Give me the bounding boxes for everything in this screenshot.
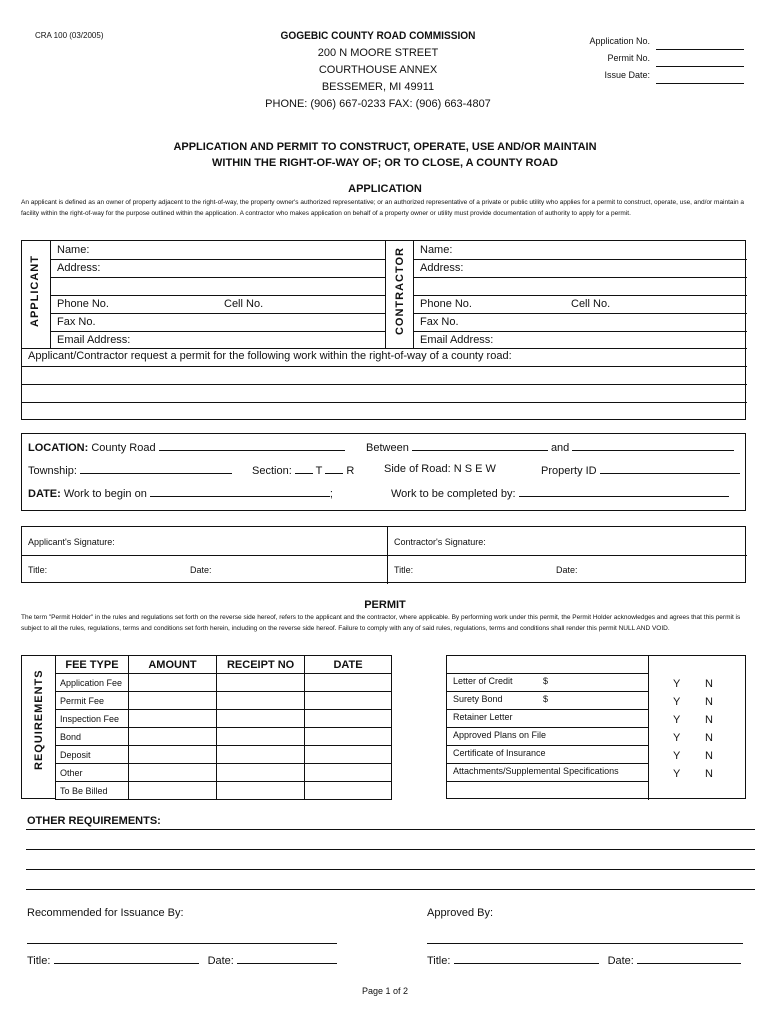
amount-cell[interactable] (128, 782, 216, 800)
issue-date-label: Issue Date: (604, 70, 650, 80)
work-completed-field[interactable] (519, 486, 729, 497)
work-description-line-2[interactable] (22, 385, 747, 402)
date-cell[interactable] (305, 728, 392, 746)
fee-type-cell: To Be Billed (56, 782, 129, 800)
yes-column[interactable]: Y Y Y Y Y Y (673, 678, 681, 780)
township-t-label: T (315, 465, 323, 477)
approved-title-field[interactable] (454, 953, 599, 964)
approved-signature-line[interactable] (427, 943, 743, 944)
amount-header: AMOUNT (128, 656, 216, 674)
fee-type-cell: Inspection Fee (56, 710, 129, 728)
party-info-block (21, 240, 746, 420)
receipt-cell[interactable] (217, 782, 305, 800)
date-cell[interactable] (305, 674, 392, 692)
applicant-fax-label[interactable]: Fax No. (57, 316, 96, 328)
semicolon: ; (329, 488, 333, 500)
receipt-cell[interactable] (217, 728, 305, 746)
approved-title-label: Title: (427, 955, 451, 967)
work-request-text: Applicant/Contractor request a permit for the following work within the right-of-way of a county road: (28, 350, 512, 362)
other-requirements-label: OTHER REQUIREMENTS: (27, 815, 161, 827)
surety-bond-label: Surety Bond (453, 694, 503, 704)
applicant-date-label[interactable]: Date: (190, 565, 212, 575)
application-no-label: Application No. (589, 36, 650, 46)
table-row (56, 674, 392, 692)
recommended-signature-line[interactable] (27, 943, 337, 944)
applicant-email-label[interactable]: Email Address: (57, 334, 131, 346)
recommended-title-label: Title: (27, 955, 51, 967)
application-definition: An applicant is defined as an owner of property adjacent to the right-of-way, the property owner's authorized representative; or an authorized representative of a private or public utility who applies for a permit to construct, operate, use, and/or maintain a facility within the right-of-way for the purpose outlined within the application. A contractor who makes application on behalf of a property owner or utility must provide documentation of authority to apply for a permit. (21, 199, 745, 217)
issue-date-field[interactable] (656, 73, 744, 84)
table-row (56, 728, 392, 746)
work-begin-label: Work to begin on (63, 488, 147, 500)
letterhead (200, 28, 556, 113)
date-header: DATE (305, 656, 392, 674)
other-req-line[interactable] (26, 889, 755, 890)
recommended-date-label: Date: (207, 955, 234, 967)
table-row (56, 746, 392, 764)
approved-plans-label: Approved Plans on File (453, 730, 547, 740)
between-field[interactable] (412, 440, 548, 451)
date-cell[interactable] (305, 782, 392, 800)
table-row (56, 782, 392, 800)
applicant-signature-label[interactable]: Applicant's Signature: (28, 537, 115, 547)
org-name: GOGEBIC COUNTY ROAD COMMISSION (280, 30, 476, 42)
property-id-label: Property ID (541, 465, 597, 477)
address-line-2: COURTHOUSE ANNEX (318, 64, 438, 76)
work-completed-label: Work to be completed by: (391, 488, 516, 500)
date-cell[interactable] (305, 710, 392, 728)
recommended-date-field[interactable] (237, 953, 337, 964)
office-use-block (560, 33, 744, 84)
between-label: Between (366, 442, 409, 454)
date-cell[interactable] (305, 764, 392, 782)
items-table (446, 655, 746, 799)
county-road-label: County Road (91, 442, 156, 454)
form-title-line-1: APPLICATION AND PERMIT TO CONSTRUCT, OPERATE, USE AND/OR MAINTAIN (173, 141, 597, 153)
fee-type-header: FEE TYPE (56, 656, 129, 674)
dollar-sign: $ (543, 694, 549, 704)
location-label: LOCATION: (28, 442, 89, 454)
contractor-title-label[interactable]: Title: (394, 565, 414, 575)
attachments-label: Attachments/Supplemental Specifications (453, 766, 619, 776)
location-block (21, 433, 746, 511)
side-of-road-options[interactable]: Side of Road: N S E W (384, 463, 496, 475)
permit-terms-text: The term "Permit Holder" in the rules and regulations set forth on the reverse side hereof, refers to the applicant and the contractor, where applicable. By performing work under this permit, the Permit Holder acknowledges and agrees that this permit is subject to all the rules, regulations, terms and conditions set forth herein, including on the reverse side hereof. Failure to comply with any of said rules, regulations, terms and conditions shall render this permit NULL AND VOID. (21, 614, 741, 632)
recommended-label: Recommended for Issuance By: (27, 907, 184, 919)
contractor-phone-label[interactable]: Phone No. (420, 298, 472, 310)
contractor-email-label[interactable]: Email Address: (420, 334, 494, 346)
applicant-name-label[interactable]: Name: (57, 244, 90, 256)
applicant-address-label[interactable]: Address: (57, 262, 101, 274)
contractor-signature-label[interactable]: Contractor's Signature: (394, 537, 486, 547)
township-field[interactable] (80, 463, 232, 474)
letter-of-credit-label: Letter of Credit (453, 676, 513, 686)
no-column[interactable]: N N N N N N (705, 678, 713, 780)
certificate-insurance-label: Certificate of Insurance (453, 748, 546, 758)
section-field[interactable] (295, 463, 313, 474)
recommended-title-field[interactable] (54, 953, 199, 964)
form-title-line-2: WITHIN THE RIGHT-OF-WAY OF; OR TO CLOSE, A COUNTY ROAD (212, 157, 558, 169)
and-label: and (550, 442, 570, 454)
table-row (56, 764, 392, 782)
receipt-no-header: RECEIPT NO (217, 656, 305, 674)
work-begin-field[interactable] (150, 486, 330, 497)
other-req-line[interactable] (26, 829, 755, 830)
county-road-field[interactable] (159, 440, 345, 451)
dollar-sign: $ (543, 676, 549, 686)
and-field[interactable] (572, 440, 734, 451)
range-r-label: R (346, 465, 355, 477)
applicant-cell-label[interactable]: Cell No. (224, 298, 264, 310)
township-label: Township: (28, 465, 77, 477)
table-row (56, 710, 392, 728)
contractor-side-label: CONTRACTOR (394, 247, 406, 336)
receipt-cell[interactable] (217, 674, 305, 692)
fee-type-cell: Bond (56, 728, 129, 746)
work-description-line-3[interactable] (22, 403, 747, 420)
other-req-line[interactable] (26, 849, 755, 850)
address-line-1: 200 N MOORE STREET (317, 47, 439, 59)
permit-no-field[interactable] (656, 56, 744, 67)
contractor-cell-label[interactable]: Cell No. (571, 298, 611, 310)
date-cell[interactable] (305, 746, 392, 764)
date-label: DATE: (28, 488, 61, 500)
township-t-field[interactable] (325, 463, 343, 474)
fee-type-cell: Deposit (56, 746, 129, 764)
table-row (56, 692, 392, 710)
other-req-line[interactable] (26, 869, 755, 870)
applicant-title-label[interactable]: Title: (28, 565, 48, 575)
amount-cell[interactable] (128, 674, 216, 692)
signature-block (21, 526, 746, 583)
contractor-address-label[interactable]: Address: (420, 262, 464, 274)
fee-type-cell: Permit Fee (56, 692, 129, 710)
application-no-field[interactable] (656, 39, 744, 50)
application-heading: APPLICATION (348, 183, 422, 195)
work-description-line-1[interactable] (22, 367, 747, 384)
contractor-date-label[interactable]: Date: (556, 565, 578, 575)
date-cell[interactable] (305, 692, 392, 710)
permit-heading: PERMIT (364, 599, 406, 611)
receipt-cell[interactable] (217, 692, 305, 710)
fee-type-cell: Other (56, 764, 129, 782)
applicant-side-label: APPLICANT (29, 255, 41, 327)
amount-cell[interactable] (128, 764, 216, 782)
fee-table (55, 655, 392, 800)
amount-cell[interactable] (128, 692, 216, 710)
property-id-field[interactable] (600, 463, 740, 474)
contractor-name-label[interactable]: Name: (420, 244, 453, 256)
approved-date-label: Date: (607, 955, 634, 967)
requirements-side-label: REQUIREMENTS (33, 669, 45, 770)
phone-fax: PHONE: (906) 667-0233 FAX: (906) 663-4807 (265, 98, 491, 110)
page-number: Page 1 of 2 (361, 986, 409, 996)
amount-cell[interactable] (128, 710, 216, 728)
fee-type-cell: Application Fee (56, 674, 129, 692)
amount-cell[interactable] (128, 746, 216, 764)
retainer-letter-label: Retainer Letter (453, 712, 513, 722)
receipt-cell[interactable] (217, 710, 305, 728)
address-line-3: BESSEMER, MI 49911 (321, 81, 435, 93)
contractor-fax-label[interactable]: Fax No. (420, 316, 459, 328)
receipt-cell[interactable] (217, 764, 305, 782)
approved-label: Approved By: (427, 907, 494, 919)
section-label: Section: (252, 465, 292, 477)
form-code: CRA 100 (03/2005) (35, 31, 104, 40)
applicant-phone-label[interactable]: Phone No. (57, 298, 109, 310)
approved-date-field[interactable] (637, 953, 741, 964)
receipt-cell[interactable] (217, 746, 305, 764)
requirements-side-box (21, 655, 56, 799)
permit-no-label: Permit No. (607, 53, 650, 63)
amount-cell[interactable] (128, 728, 216, 746)
